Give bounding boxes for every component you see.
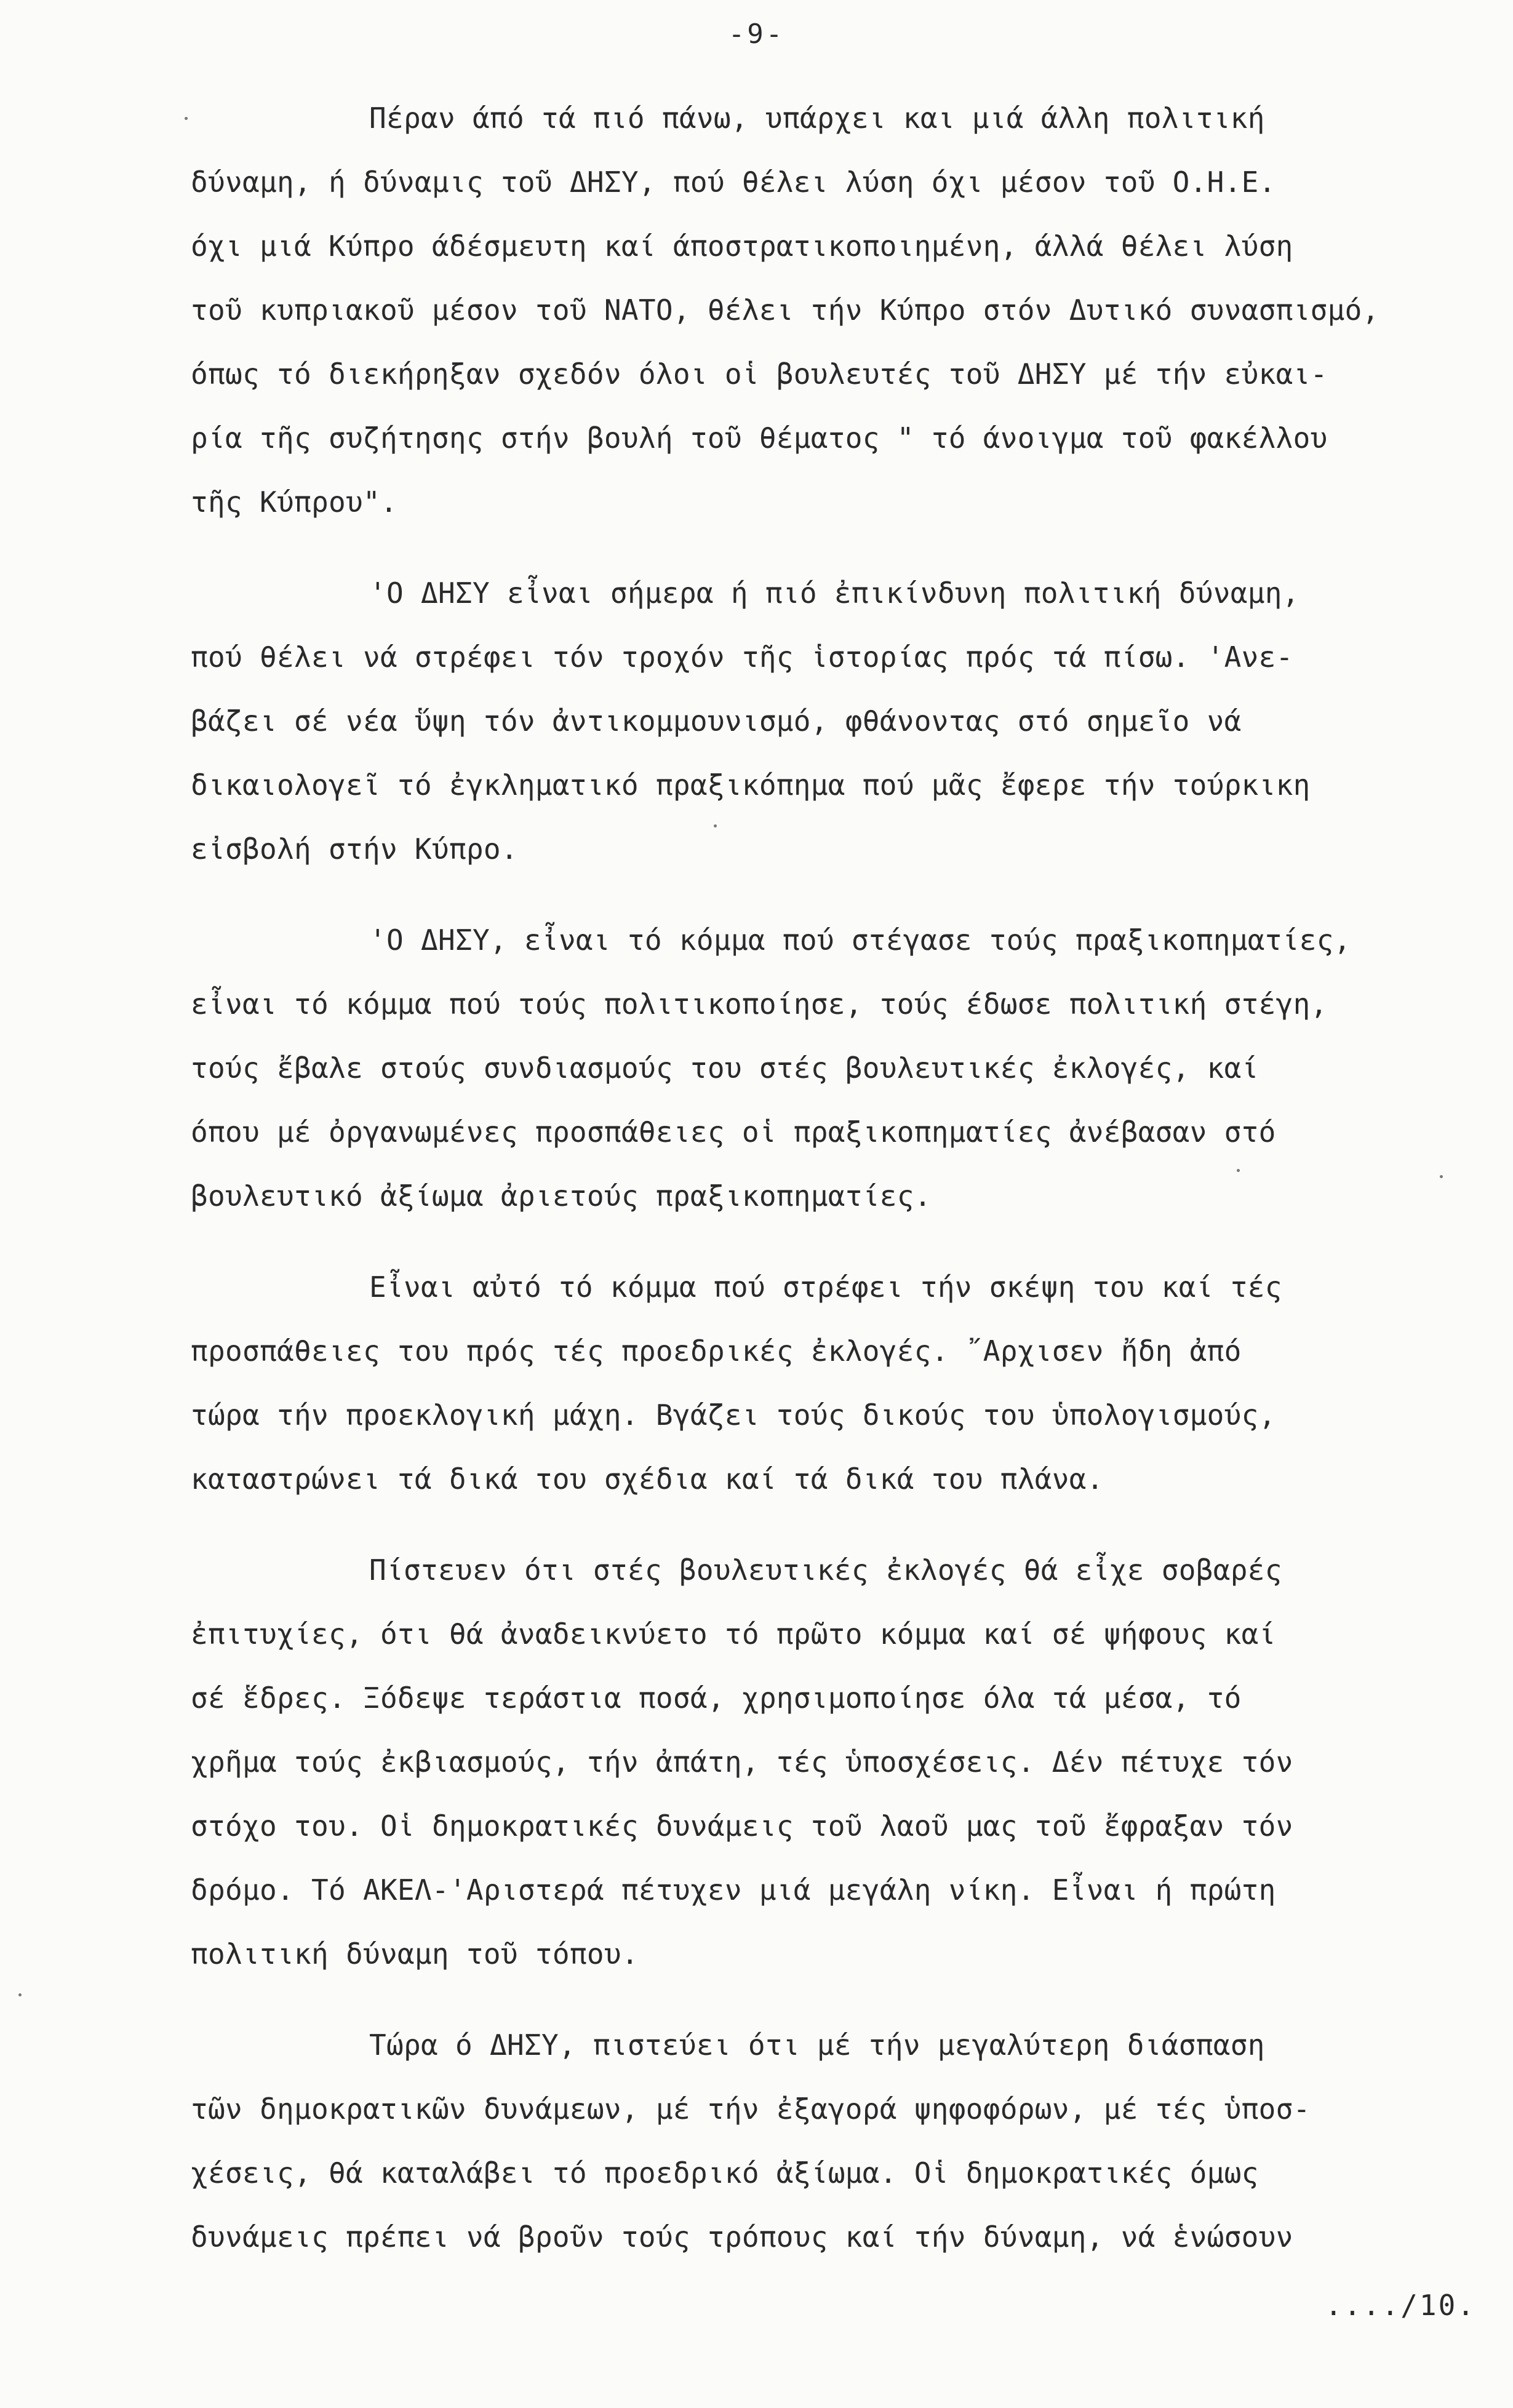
text-line: τοῦ κυπριακοῦ μέσον τοῦ ΝΑΤΟ, θέλει τήν Κύπρο στόν Δυτικό συνασπισμό, bbox=[191, 293, 1379, 327]
document-body bbox=[191, 86, 1458, 2296]
text-line: δικαιολογεῖ τό ἐγκληματικό πραξικόπημα πού μᾶς ἔφερε τήν τούρκικη bbox=[191, 768, 1311, 802]
text-line: εἶναι τό κόμμα πού τούς πολιτικοποίησε, τούς έδωσε πολιτική στέγη, bbox=[191, 987, 1328, 1021]
scan-speck bbox=[1237, 1169, 1240, 1172]
paragraph-2 bbox=[191, 561, 1458, 881]
continuation-page-reference: ..../10. bbox=[1325, 2289, 1476, 2322]
scan-speck bbox=[185, 117, 188, 120]
text-line: 'Ο ΔΗΣΥ εἶναι σήμερα ή πιό ἐπικίνδυνη πολιτική δύναμη, bbox=[369, 576, 1299, 610]
text-line: Τώρα ό ΔΗΣΥ, πιστεύει ότι μέ τήν μεγαλύτερη διάσπαση bbox=[369, 2028, 1265, 2062]
text-line: σέ ἕδρες. Ξόδεψε τεράστια ποσά, χρησιμοποίησε όλα τά μέσα, τό bbox=[191, 1681, 1242, 1715]
text-line: δρόμο. Τό ΑΚΕΛ-'Αριστερά πέτυχεν μιά μεγάλη νίκη. Εἶναι ή πρώτη bbox=[191, 1873, 1276, 1907]
text-line: πολιτική δύναμη τοῦ τόπου. bbox=[191, 1937, 639, 1971]
text-line: χρῆμα τούς ἐκβιασμούς, τήν ἀπάτη, τές ὑποσχέσεις. Δέν πέτυχε τόν bbox=[191, 1745, 1293, 1779]
page-number: -9- bbox=[728, 18, 785, 50]
text-line: βουλευτικό ἀξίωμα ἀριετούς πραξικοπηματίες. bbox=[191, 1179, 932, 1213]
text-line: δύναμη, ή δύναμις τοῦ ΔΗΣΥ, πού θέλει λύση όχι μέσον τοῦ Ο.Η.Ε. bbox=[191, 165, 1276, 199]
text-line: τούς ἔβαλε στούς συνδιασμούς του στές βουλευτικές ἐκλογές, καί bbox=[191, 1051, 1259, 1085]
text-line: Πέραν άπό τά πιό πάνω, υπάρχει και μιά άλλη πολιτική bbox=[369, 102, 1265, 135]
paragraph-1 bbox=[191, 86, 1458, 534]
paragraph-4 bbox=[191, 1255, 1458, 1511]
text-line: δυνάμεις πρέπει νά βροῦν τούς τρόπους καί τήν δύναμη, νά ἑνώσουν bbox=[191, 2220, 1293, 2254]
text-line: χέσεις, θά καταλάβει τό προεδρικό ἀξίωμα. Οἱ δημοκρατικές όμως bbox=[191, 2156, 1259, 2190]
paragraph-5 bbox=[191, 1538, 1458, 1986]
text-line: τῶν δημοκρατικῶν δυνάμεων, μέ τήν ἐξαγορά ψηφοφόρων, μέ τές ὑποσ- bbox=[191, 2092, 1311, 2126]
text-line: προσπάθειες του πρός τές προεδρικές ἐκλογές. ῎Αρχισεν ἤδη ἀπό bbox=[191, 1334, 1242, 1368]
text-line: εἰσβολή στήν Κύπρο. bbox=[191, 832, 518, 866]
text-line: όπου μέ ὀργανωμένες προσπάθειες οἱ πραξικοπηματίες ἀνέβασαν στό bbox=[191, 1115, 1276, 1149]
text-line: τῆς Κύπρου". bbox=[191, 485, 397, 519]
text-line: πού θέλει νά στρέφει τόν τροχόν τῆς ἱστορίας πρός τά πίσω. 'Ανε- bbox=[191, 640, 1293, 674]
text-line: καταστρώνει τά δικά του σχέδια καί τά δικά του πλάνα. bbox=[191, 1462, 1104, 1496]
text-line: όχι μιά Κύπρο άδέσμευτη καί άποστρατικοποιημένη, άλλά θέλει λύση bbox=[191, 229, 1293, 263]
text-line: τώρα τήν προεκλογική μάχη. Βγάζει τούς δικούς του ὑπολογισμούς, bbox=[191, 1398, 1276, 1432]
scan-speck bbox=[1440, 1175, 1443, 1178]
text-line: όπως τό διεκήρηξαν σχεδόν όλοι οἱ βουλευτές τοῦ ΔΗΣΥ μέ τήν εὐκαι- bbox=[191, 357, 1328, 391]
text-line: βάζει σέ νέα ὕψη τόν ἀντικομμουνισμό, φθάνοντας στό σημεῖο νά bbox=[191, 704, 1242, 738]
text-line: Πίστευεν ότι στές βουλευτικές ἐκλογές θά εἶχε σοβαρές bbox=[369, 1553, 1282, 1587]
text-line: ἐπιτυχίες, ότι θά ἀναδεικνύετο τό πρῶτο κόμμα καί σέ ψήφους καί bbox=[191, 1617, 1276, 1651]
paragraph-3 bbox=[191, 908, 1458, 1228]
text-line: 'Ο ΔΗΣΥ, εἶναι τό κόμμα πού στέγασε τούς πραξικοπηματίες, bbox=[369, 923, 1351, 957]
text-line: στόχο του. Οἱ δημοκρατικές δυνάμεις τοῦ λαοῦ μας τοῦ ἔφραξαν τόν bbox=[191, 1809, 1293, 1843]
scan-speck bbox=[714, 824, 717, 827]
text-line: Εἶναι αὐτό τό κόμμα πού στρέφει τήν σκέψη του καί τές bbox=[369, 1270, 1282, 1304]
scan-speck bbox=[18, 1993, 22, 1996]
text-line: ρία τῆς συζήτησης στήν βουλή τοῦ θέματος " τό άνοιγμα τοῦ φακέλλου bbox=[191, 421, 1328, 455]
paragraph-6 bbox=[191, 2013, 1458, 2269]
